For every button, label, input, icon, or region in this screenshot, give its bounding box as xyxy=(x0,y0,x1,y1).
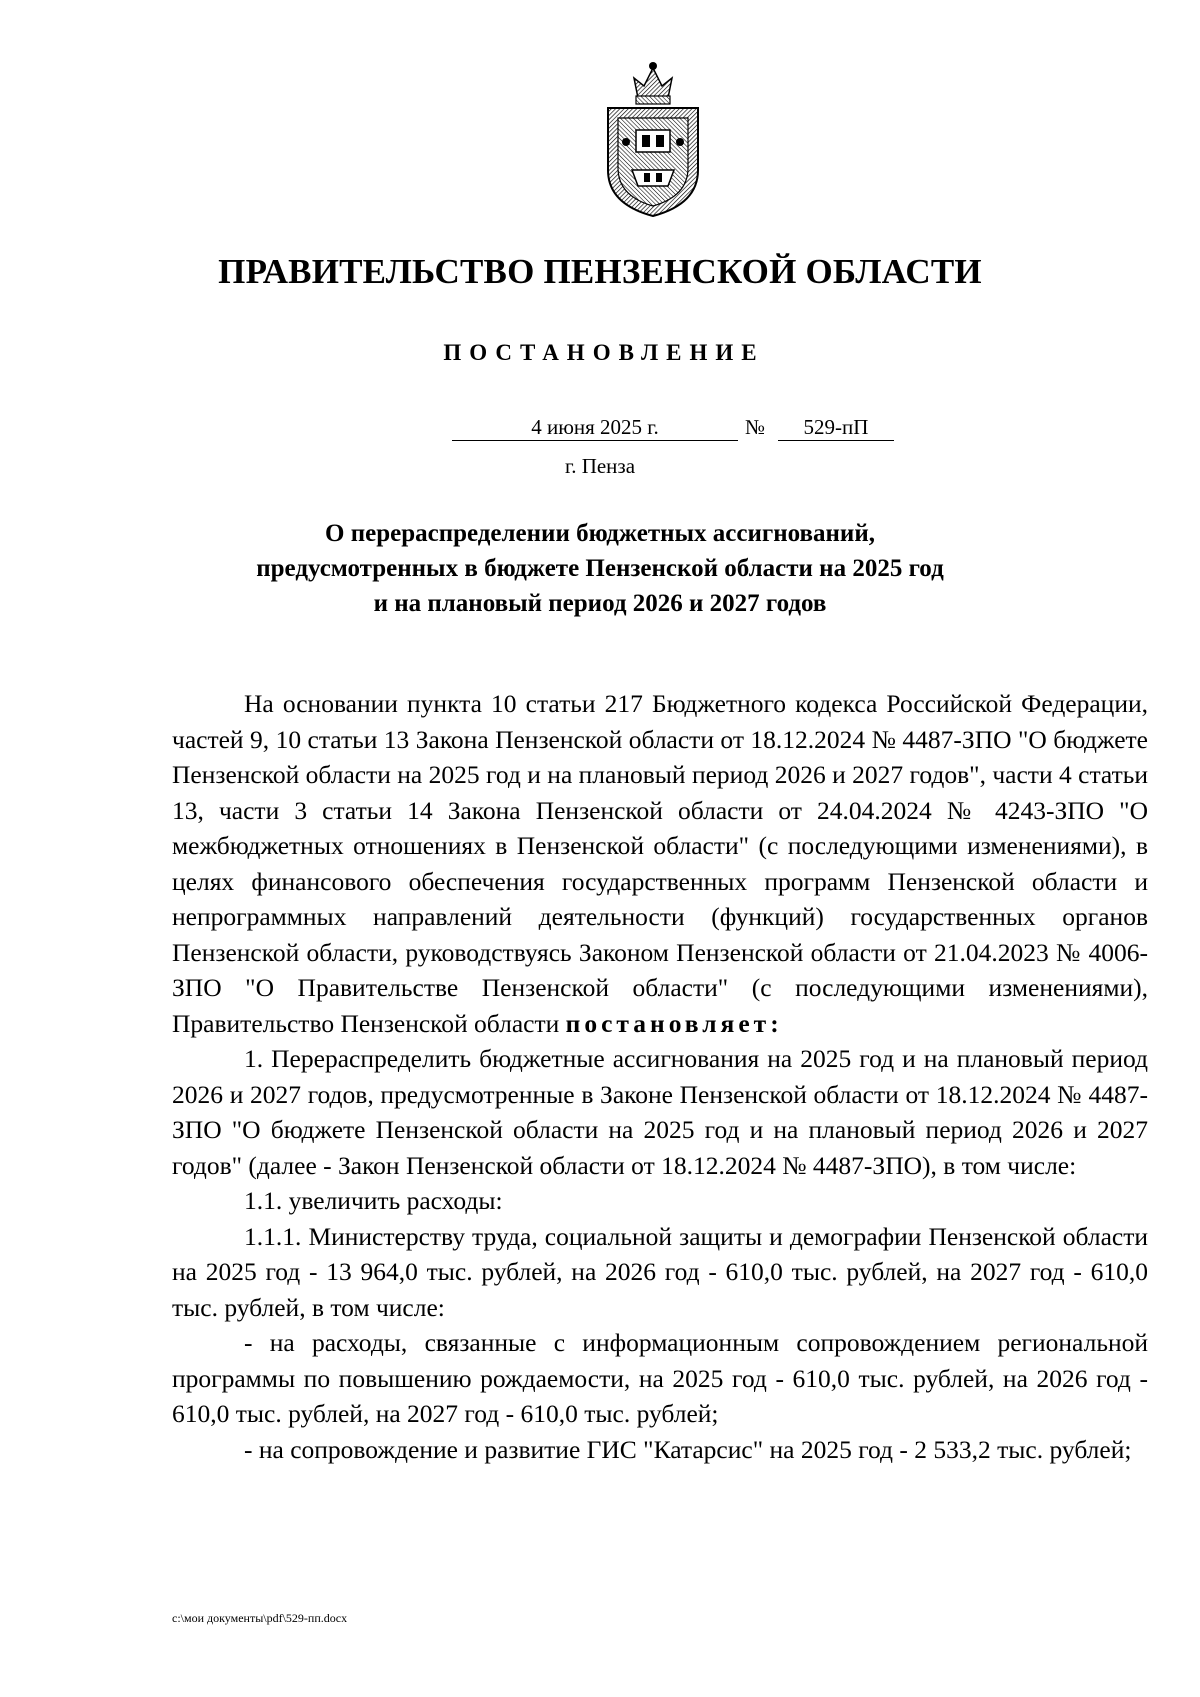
bullet-item: - на расходы, связанные с информационным сопровождением региональной программы по повышению рождаемости, на 2025 год - 610,0 тыс. рублей, на 2026 год - 610,0 тыс. рублей, на 2027 год - 610,0 тыс. рублей; xyxy=(172,1328,1148,1428)
resolves-word: постановляет: xyxy=(565,1008,783,1038)
number-sign: № xyxy=(745,415,766,439)
decree-date: 4 июня 2025 г. xyxy=(452,414,738,441)
file-path-footer: c:\мои документы\pdf\529-пп.docx xyxy=(172,1611,348,1625)
preamble-paragraph xyxy=(172,686,1148,1041)
subject-line: предусмотренных в бюджете Пензенской области на 2025 год xyxy=(256,555,944,582)
document-type: ПОСТАНОВЛЕНИЕ xyxy=(443,340,765,365)
item-1-1-1: 1.1.1. Министерству труда, социальной защиты и демографии Пензенской области на 2025 год - 13 964,0 тыс. рублей, на 2026 год - 610,0 тыс. рублей, на 2027 год - 610,0 тыс. рублей, в том числе: xyxy=(172,1221,1148,1322)
decree-body xyxy=(172,686,1148,1467)
decree-subject xyxy=(0,516,1200,621)
date-number-line xyxy=(0,414,1200,444)
bullet-item: - на сопровождение и развитие ГИС "Катарсис" на 2025 год - 2 533,2 тыс. рублей; xyxy=(244,1434,1132,1464)
city: г. Пенза xyxy=(564,454,636,478)
coat-of-arms-icon xyxy=(598,58,708,218)
preamble-text: На основании пункта 10 статьи 217 Бюджетного кодекса Российской Федерации, частей 9, 10 статьи 13 Закона Пензенской области от 18.12.2024 № 4487-ЗПО "О бюджете Пензенской области на 2025 год и на плановый период 2026 и 2027 годов", части 4 статьи 13, части 3 статьи 14 Закона Пензенской области от 24.04.2024 № 4243-ЗПО "О межбюджетных отношениях в Пензенской области" (с последующими изменениями), в целях финансового обеспечения государственных программ Пензенской области и непрограммных направлений деятельности (функций) государственных органов Пензенской области, руководствуясь Законом Пензенской области от 21.04.2023 № 4006-ЗПО "О Правительстве Пензенской области" (с последующими изменениями), Правительство Пензенской области xyxy=(172,689,1148,1038)
item-1: 1. Перераспределить бюджетные ассигнования на 2025 год и на плановый период 2026 и 2027 годов, предусмотренные в Законе Пензенской области от 18.12.2024 № 4487-ЗПО "О бюджете Пензенской области на 2025 год и на плановый период 2026 и 2027 годов" (далее - Закон Пензенской области от 18.12.2024 № 4487-ЗПО), в том числе: xyxy=(172,1044,1148,1180)
subject-line: О перераспределении бюджетных ассигнований, xyxy=(325,520,875,547)
item-1-1: 1.1. увеличить расходы: xyxy=(244,1186,503,1215)
subject-line: и на плановый период 2026 и 2027 годов xyxy=(373,590,827,617)
government-title: ПРАВИТЕЛЬСТВО ПЕНЗЕНСКОЙ ОБЛАСТИ xyxy=(218,252,982,291)
decree-number: 529-пП xyxy=(778,414,894,441)
